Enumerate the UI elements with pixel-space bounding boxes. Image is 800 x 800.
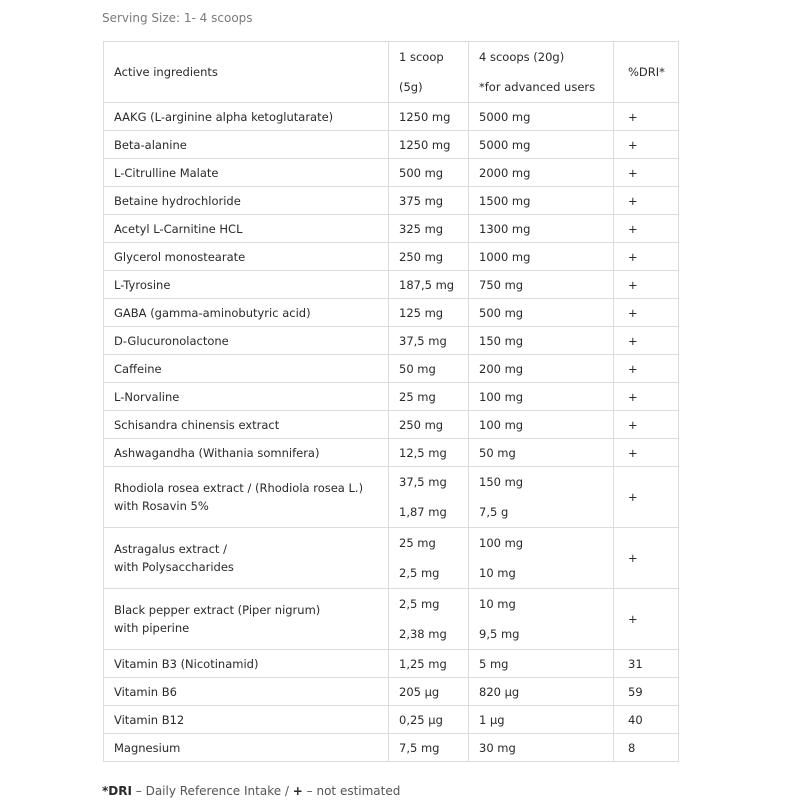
table-row	[104, 131, 679, 159]
ingredient-name-line2: with Polysaccharides	[114, 560, 234, 574]
table-row	[104, 187, 679, 215]
amount-1-scoop-active: 1,87 mg	[399, 505, 447, 519]
amount-4-scoops: 5000 mg	[469, 103, 614, 131]
ingredient-name-line1: Rhodiola rosea extract / (Rhodiola rosea L.)	[114, 481, 364, 495]
amount-1-scoop: 1250 mg	[389, 131, 469, 159]
table-row	[104, 650, 679, 678]
ingredient-name	[104, 528, 389, 589]
amount-4-scoops: 820 µg	[469, 678, 614, 706]
ingredient-name: GABA (gamma-aminobutyric acid)	[104, 299, 389, 327]
amount-4-scoops: 150 mg	[469, 327, 614, 355]
footnote-plus-mark: +	[292, 784, 303, 798]
table-row	[104, 103, 679, 131]
dri-value: +	[614, 355, 679, 383]
header-dri: %DRI*	[614, 42, 679, 103]
ingredient-name	[104, 589, 389, 650]
ingredient-name: Caffeine	[104, 355, 389, 383]
amount-4-scoops: 1 µg	[469, 706, 614, 734]
amount-4-scoops: 30 mg	[469, 734, 614, 762]
dri-value: +	[614, 327, 679, 355]
amount-4-scoops: 50 mg	[469, 439, 614, 467]
table-row	[104, 528, 679, 589]
header-1-scoop-label: 1 scoop	[399, 50, 444, 64]
amount-4-scoops: 750 mg	[469, 271, 614, 299]
amount-1-scoop	[389, 589, 469, 650]
amount-4-scoops: 200 mg	[469, 355, 614, 383]
dri-value: +	[614, 411, 679, 439]
amount-1-scoop-extract: 37,5 mg	[399, 475, 447, 489]
amount-4-scoops-extract: 10 mg	[479, 597, 516, 611]
amount-1-scoop-extract: 25 mg	[399, 536, 436, 550]
amount-4-scoops: 1500 mg	[469, 187, 614, 215]
table-row	[104, 589, 679, 650]
amount-1-scoop: 0,25 µg	[389, 706, 469, 734]
header-ingredients: Active ingredients	[104, 42, 389, 103]
amount-4-scoops-active: 7,5 g	[479, 505, 509, 519]
dri-value: +	[614, 271, 679, 299]
dri-value: +	[614, 467, 679, 528]
dri-value: +	[614, 215, 679, 243]
table-row	[104, 159, 679, 187]
dri-value: +	[614, 439, 679, 467]
header-4-scoops-note: *for advanced users	[479, 80, 596, 94]
ingredient-name-line1: Black pepper extract (Piper nigrum)	[114, 603, 321, 617]
amount-1-scoop: 250 mg	[389, 411, 469, 439]
amount-4-scoops: 100 mg	[469, 383, 614, 411]
ingredient-name: D-Glucuronolactone	[104, 327, 389, 355]
dri-value: 59	[614, 678, 679, 706]
amount-1-scoop-active: 2,38 mg	[399, 627, 447, 641]
dri-value: +	[614, 159, 679, 187]
ingredient-name: Vitamin B3 (Nicotinamid)	[104, 650, 389, 678]
dri-value: +	[614, 243, 679, 271]
amount-1-scoop-extract: 2,5 mg	[399, 597, 440, 611]
table-row	[104, 439, 679, 467]
footnote-dri-text: – Daily Reference Intake /	[131, 784, 293, 798]
footnote	[102, 784, 400, 798]
dri-value: +	[614, 589, 679, 650]
ingredient-name: Ashwagandha (Withania somnifera)	[104, 439, 389, 467]
amount-1-scoop: 1,25 mg	[389, 650, 469, 678]
ingredient-name: Schisandra chinensis extract	[104, 411, 389, 439]
table-header-row	[104, 42, 679, 103]
amount-1-scoop: 7,5 mg	[389, 734, 469, 762]
table-row	[104, 734, 679, 762]
amount-1-scoop: 50 mg	[389, 355, 469, 383]
table-row	[104, 355, 679, 383]
amount-1-scoop: 25 mg	[389, 383, 469, 411]
amount-4-scoops	[469, 589, 614, 650]
amount-4-scoops: 1300 mg	[469, 215, 614, 243]
amount-1-scoop-active: 2,5 mg	[399, 566, 440, 580]
amount-4-scoops-extract: 100 mg	[479, 536, 524, 550]
amount-4-scoops	[469, 528, 614, 589]
amount-1-scoop: 205 µg	[389, 678, 469, 706]
ingredient-name: L-Citrulline Malate	[104, 159, 389, 187]
amount-1-scoop: 125 mg	[389, 299, 469, 327]
amount-1-scoop: 12,5 mg	[389, 439, 469, 467]
amount-1-scoop	[389, 528, 469, 589]
amount-1-scoop	[389, 467, 469, 528]
dri-value: +	[614, 383, 679, 411]
ingredient-name	[104, 467, 389, 528]
amount-4-scoops-active: 10 mg	[479, 566, 516, 580]
footnote-dri-mark: *DRI	[102, 784, 132, 798]
amount-4-scoops: 5000 mg	[469, 131, 614, 159]
ingredient-name: L-Tyrosine	[104, 271, 389, 299]
table-row	[104, 383, 679, 411]
amount-4-scoops: 5 mg	[469, 650, 614, 678]
ingredient-name: Vitamin B12	[104, 706, 389, 734]
table-row	[104, 243, 679, 271]
table-row	[104, 215, 679, 243]
dri-value: 8	[614, 734, 679, 762]
dri-value: +	[614, 528, 679, 589]
table-row	[104, 678, 679, 706]
table-row	[104, 467, 679, 528]
ingredient-name: Betaine hydrochloride	[104, 187, 389, 215]
amount-4-scoops: 500 mg	[469, 299, 614, 327]
amount-4-scoops	[469, 467, 614, 528]
dri-value: +	[614, 299, 679, 327]
table-row	[104, 299, 679, 327]
ingredient-name: Vitamin B6	[104, 678, 389, 706]
table-row	[104, 327, 679, 355]
ingredient-name-line2: with piperine	[114, 621, 190, 635]
amount-1-scoop: 187,5 mg	[389, 271, 469, 299]
header-1-scoop-weight: (5g)	[399, 80, 423, 94]
amount-1-scoop: 1250 mg	[389, 103, 469, 131]
header-1-scoop	[389, 42, 469, 103]
serving-size: Serving Size: 1- 4 scoops	[102, 11, 253, 25]
dri-value: +	[614, 131, 679, 159]
dri-value: +	[614, 103, 679, 131]
ingredient-name: Beta-alanine	[104, 131, 389, 159]
nutrition-table	[103, 41, 679, 762]
amount-4-scoops: 1000 mg	[469, 243, 614, 271]
amount-4-scoops: 100 mg	[469, 411, 614, 439]
header-4-scoops-label: 4 scoops (20g)	[479, 50, 565, 64]
header-4-scoops	[469, 42, 614, 103]
ingredient-name: AAKG (L-arginine alpha ketoglutarate)	[104, 103, 389, 131]
ingredient-name: Magnesium	[104, 734, 389, 762]
ingredient-name: Acetyl L-Carnitine HCL	[104, 215, 389, 243]
ingredient-name: Glycerol monostearate	[104, 243, 389, 271]
ingredient-name-line2: with Rosavin 5%	[114, 499, 209, 513]
table-row	[104, 411, 679, 439]
footnote-plus-text: – not estimated	[302, 784, 401, 798]
amount-1-scoop: 325 mg	[389, 215, 469, 243]
table-row	[104, 706, 679, 734]
ingredient-name: L-Norvaline	[104, 383, 389, 411]
dri-value: 40	[614, 706, 679, 734]
amount-1-scoop: 250 mg	[389, 243, 469, 271]
amount-4-scoops-extract: 150 mg	[479, 475, 524, 489]
ingredient-name-line1: Astragalus extract /	[114, 542, 227, 556]
table-row	[104, 271, 679, 299]
amount-1-scoop: 500 mg	[389, 159, 469, 187]
dri-value: 31	[614, 650, 679, 678]
amount-1-scoop: 37,5 mg	[389, 327, 469, 355]
dri-value: +	[614, 187, 679, 215]
amount-4-scoops-active: 9,5 mg	[479, 627, 520, 641]
amount-4-scoops: 2000 mg	[469, 159, 614, 187]
amount-1-scoop: 375 mg	[389, 187, 469, 215]
